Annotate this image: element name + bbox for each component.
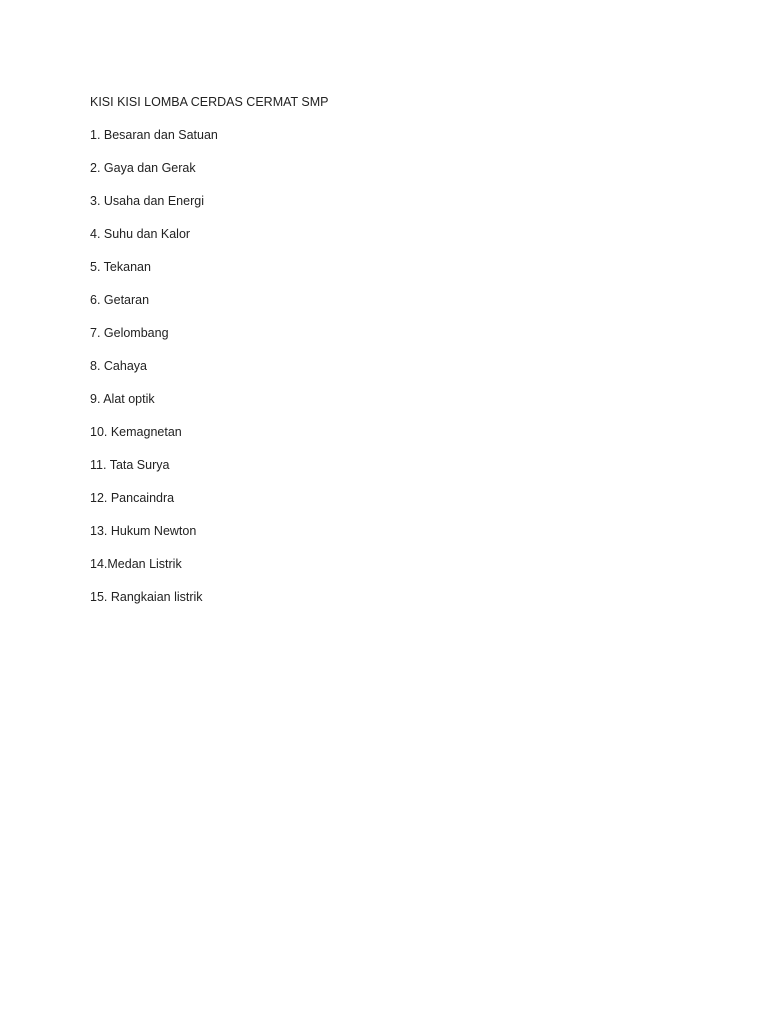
list-item: 3. Usaha dan Energi (90, 194, 204, 208)
list-item: 2. Gaya dan Gerak (90, 161, 196, 175)
topic-list (90, 127, 690, 606)
list-item: 14.Medan Listrik (90, 557, 182, 571)
list-item: 6. Getaran (90, 293, 150, 307)
list-item: 1. Besaran dan Satuan (90, 128, 218, 142)
list-item: 12. Pancaindra (90, 491, 175, 505)
list-item: 10. Kemagnetan (90, 425, 182, 439)
list-item: 13. Hukum Newton (90, 524, 197, 538)
list-item: 5. Tekanan (90, 260, 151, 274)
list-item: 4. Suhu dan Kalor (90, 227, 191, 241)
list-item: 7. Gelombang (90, 326, 169, 340)
list-item: 11. Tata Surya (90, 458, 170, 472)
list-item: 8. Cahaya (90, 359, 147, 373)
document-content (90, 94, 690, 622)
page-title: KISI KISI LOMBA CERDAS CERMAT SMP (90, 95, 329, 109)
list-item: 15. Rangkaian listrik (90, 590, 203, 604)
list-item: 9. Alat optik (90, 392, 155, 406)
